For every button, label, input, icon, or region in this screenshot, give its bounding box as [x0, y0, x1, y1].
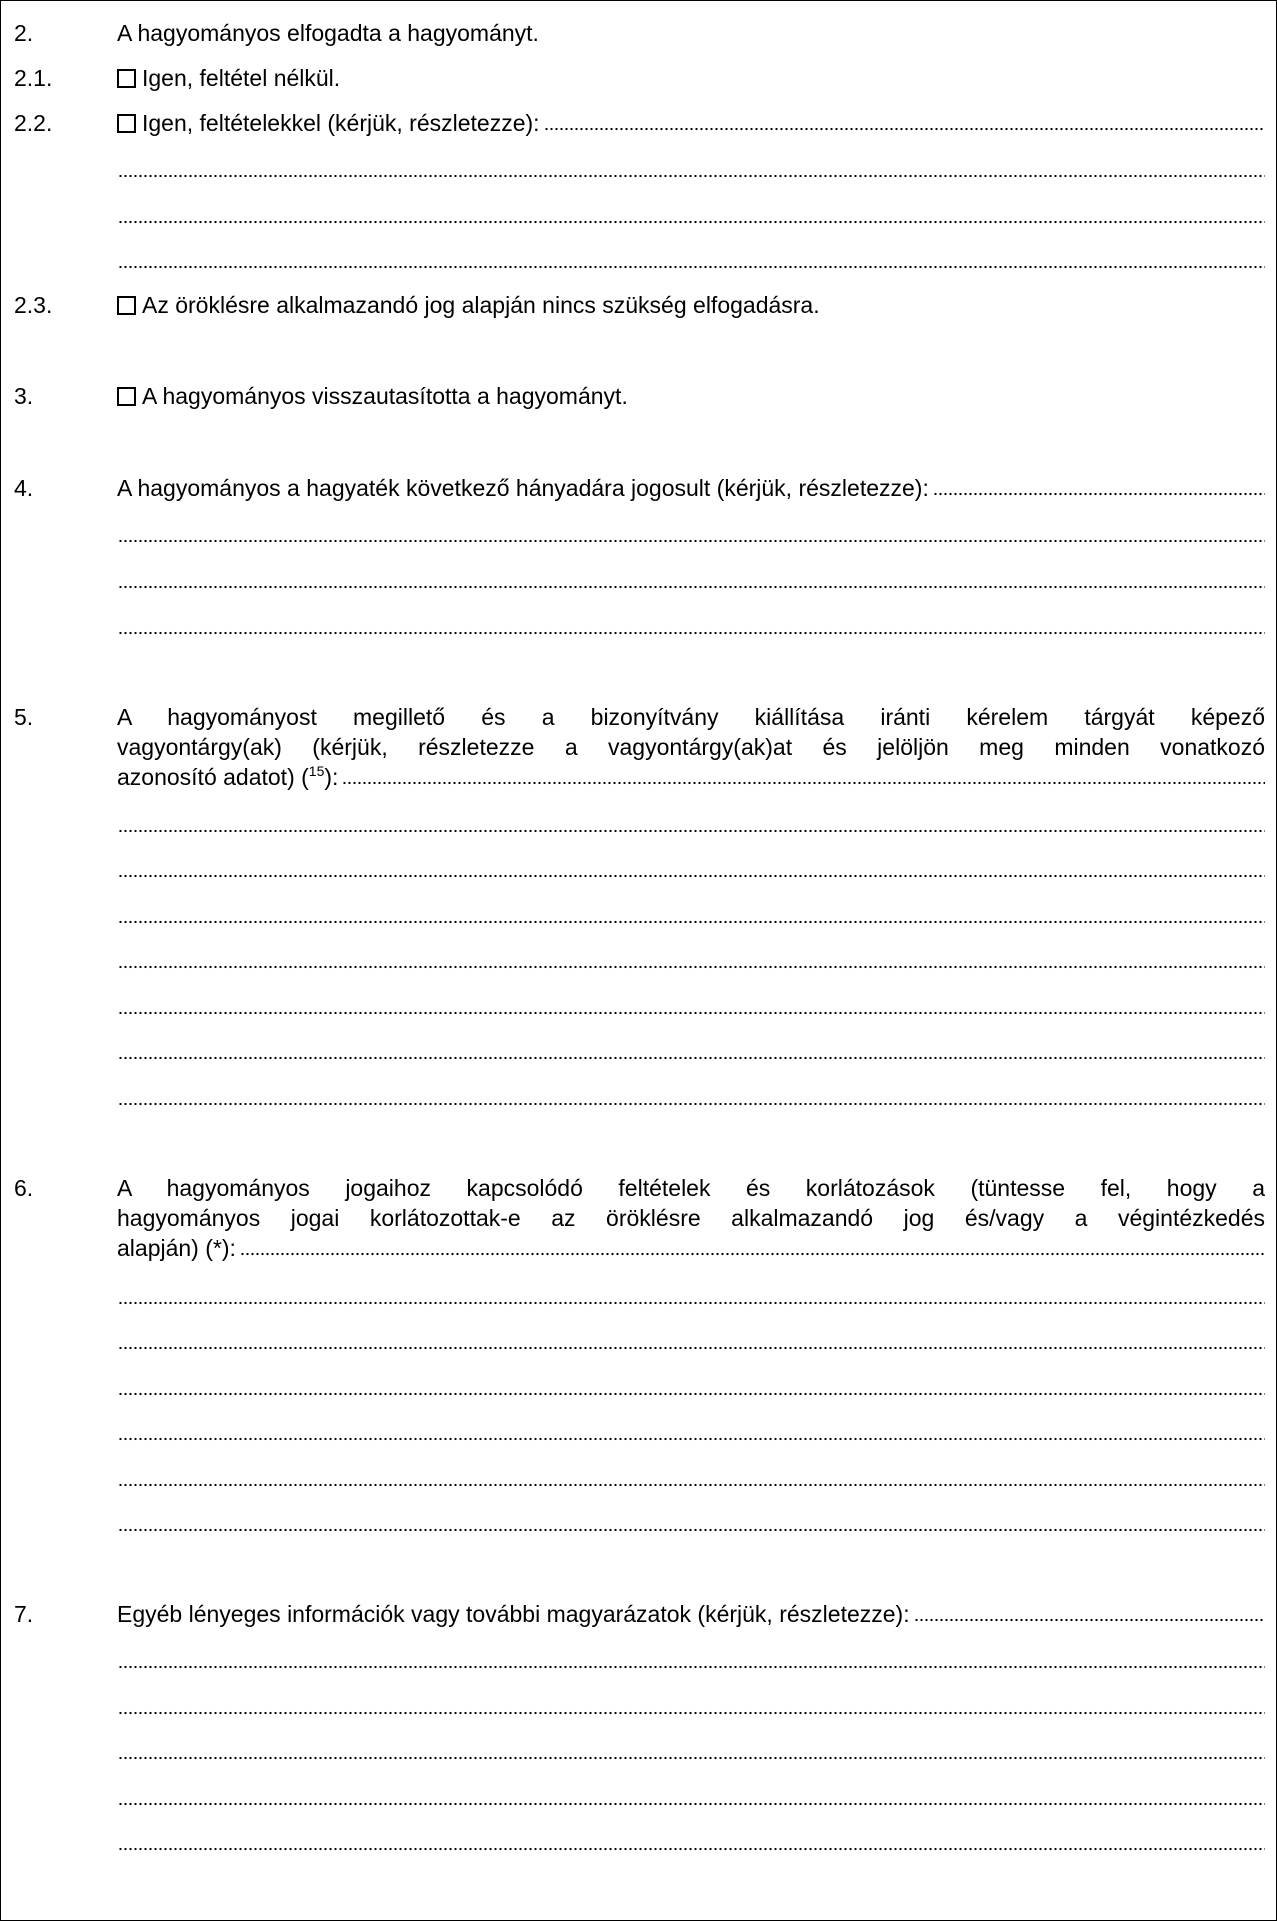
section-7-fill-line[interactable]	[914, 1618, 1265, 1622]
section-5-fill-line[interactable]	[118, 874, 1265, 878]
option-2-2-fill-line[interactable]	[118, 265, 1265, 269]
section-5-fill-line[interactable]	[118, 829, 1265, 833]
section-4-text: A hagyományos a hagyaték következő hányadára jogosult (kérjük, részletezze):	[117, 475, 929, 501]
section-7-fill-line[interactable]	[118, 1711, 1265, 1715]
section-5-fill-line[interactable]	[118, 1102, 1265, 1106]
option-2-1-number: 2.1.	[14, 65, 53, 91]
option-2-2-fill-line[interactable]	[118, 174, 1265, 178]
option-2-1-checkbox[interactable]	[117, 69, 136, 88]
section-6-fill-line[interactable]	[118, 1483, 1265, 1487]
section-4-fill-line[interactable]	[933, 492, 1265, 496]
section-5-fill-line[interactable]	[118, 1011, 1265, 1015]
section-7-fill-line[interactable]	[118, 1665, 1265, 1669]
section-6-line: hagyományos jogai korlátozottak-e az öröklésre alkalmazandó jog és/vagy a végintézkedés	[117, 1205, 1265, 1231]
section-5-line: A hagyományost megillető és a bizonyítvány kiállítása iránti kérelem tárgyát képező	[117, 704, 1265, 730]
section-7-fill-line[interactable]	[118, 1756, 1265, 1760]
section-3-label: A hagyományos visszautasította a hagyományt.	[142, 383, 628, 409]
section-6-fill-line[interactable]	[118, 1301, 1265, 1305]
section-5-number: 5.	[14, 704, 34, 730]
section-3-checkbox[interactable]	[117, 387, 136, 406]
section-2-row	[1, 18, 1276, 48]
section-7-fill-line[interactable]	[118, 1802, 1265, 1806]
option-2-3-checkbox[interactable]	[117, 296, 136, 315]
option-2-3-row	[1, 290, 1276, 320]
section-2-text: A hagyományos elfogadta a hagyományt.	[117, 20, 539, 46]
section-7-fill-line[interactable]	[118, 1847, 1265, 1851]
option-2-1-row	[1, 63, 1276, 93]
footnote-ref: 15	[308, 763, 325, 779]
option-2-2-checkbox[interactable]	[117, 114, 136, 133]
section-5-fill-line[interactable]	[118, 920, 1265, 924]
option-2-3-number: 2.3.	[14, 292, 53, 318]
section-5-fill-line[interactable]	[118, 965, 1265, 969]
section-5-line: vagyontárgy(ak) (kérjük, részletezze a vagyontárgy(ak)at és jelöljön meg minden vonatkozó	[117, 734, 1265, 760]
option-2-1-label: Igen, feltétel nélkül.	[142, 65, 341, 91]
option-2-2-label: Igen, feltételekkel (kérjük, részletezze):	[142, 110, 540, 136]
section-7-number: 7.	[14, 1601, 34, 1627]
option-2-2-number: 2.2.	[14, 110, 53, 136]
section-5-text	[117, 702, 1265, 792]
section-5-fill-line[interactable]	[118, 1056, 1265, 1060]
section-6-fill-line[interactable]	[118, 1392, 1265, 1396]
section-6-fill-line[interactable]	[118, 1346, 1265, 1350]
section-5-fill-line[interactable]	[342, 781, 1265, 785]
option-2-2-fill-line[interactable]	[118, 220, 1265, 224]
section-4-number: 4.	[14, 475, 34, 501]
section-5-line: azonosító adatot) ($^{15}$):	[117, 763, 339, 790]
section-6-fill-line[interactable]	[118, 1528, 1265, 1532]
section-4-fill-line[interactable]	[118, 539, 1265, 543]
section-6-line: A hagyományos jogaihoz kapcsolódó feltételek és korlátozások (tüntesse fel, hogy a	[117, 1175, 1265, 1201]
section-6-number: 6.	[14, 1175, 34, 1201]
section-7-text: Egyéb lényeges információk vagy további magyarázatok (kérjük, részletezze):	[117, 1601, 910, 1627]
section-7-row	[1, 1599, 1276, 1629]
section-6-fill-line[interactable]	[118, 1437, 1265, 1441]
section-6-fill-line[interactable]	[240, 1252, 1265, 1256]
option-2-2-row	[1, 108, 1276, 138]
section-4-row	[1, 473, 1276, 503]
section-6-text	[117, 1173, 1265, 1263]
section-6-line: alapján) (*):	[117, 1235, 236, 1261]
section-3-row	[1, 381, 1276, 411]
section-3-number: 3.	[14, 383, 34, 409]
section-4-fill-line[interactable]	[118, 585, 1265, 589]
option-2-2-fill-line[interactable]	[544, 127, 1265, 131]
option-2-3-label: Az öröklésre alkalmazandó jog alapján nincs szükség elfogadásra.	[142, 292, 820, 318]
section-2-number: 2.	[14, 20, 34, 46]
section-4-fill-line[interactable]	[118, 631, 1265, 635]
